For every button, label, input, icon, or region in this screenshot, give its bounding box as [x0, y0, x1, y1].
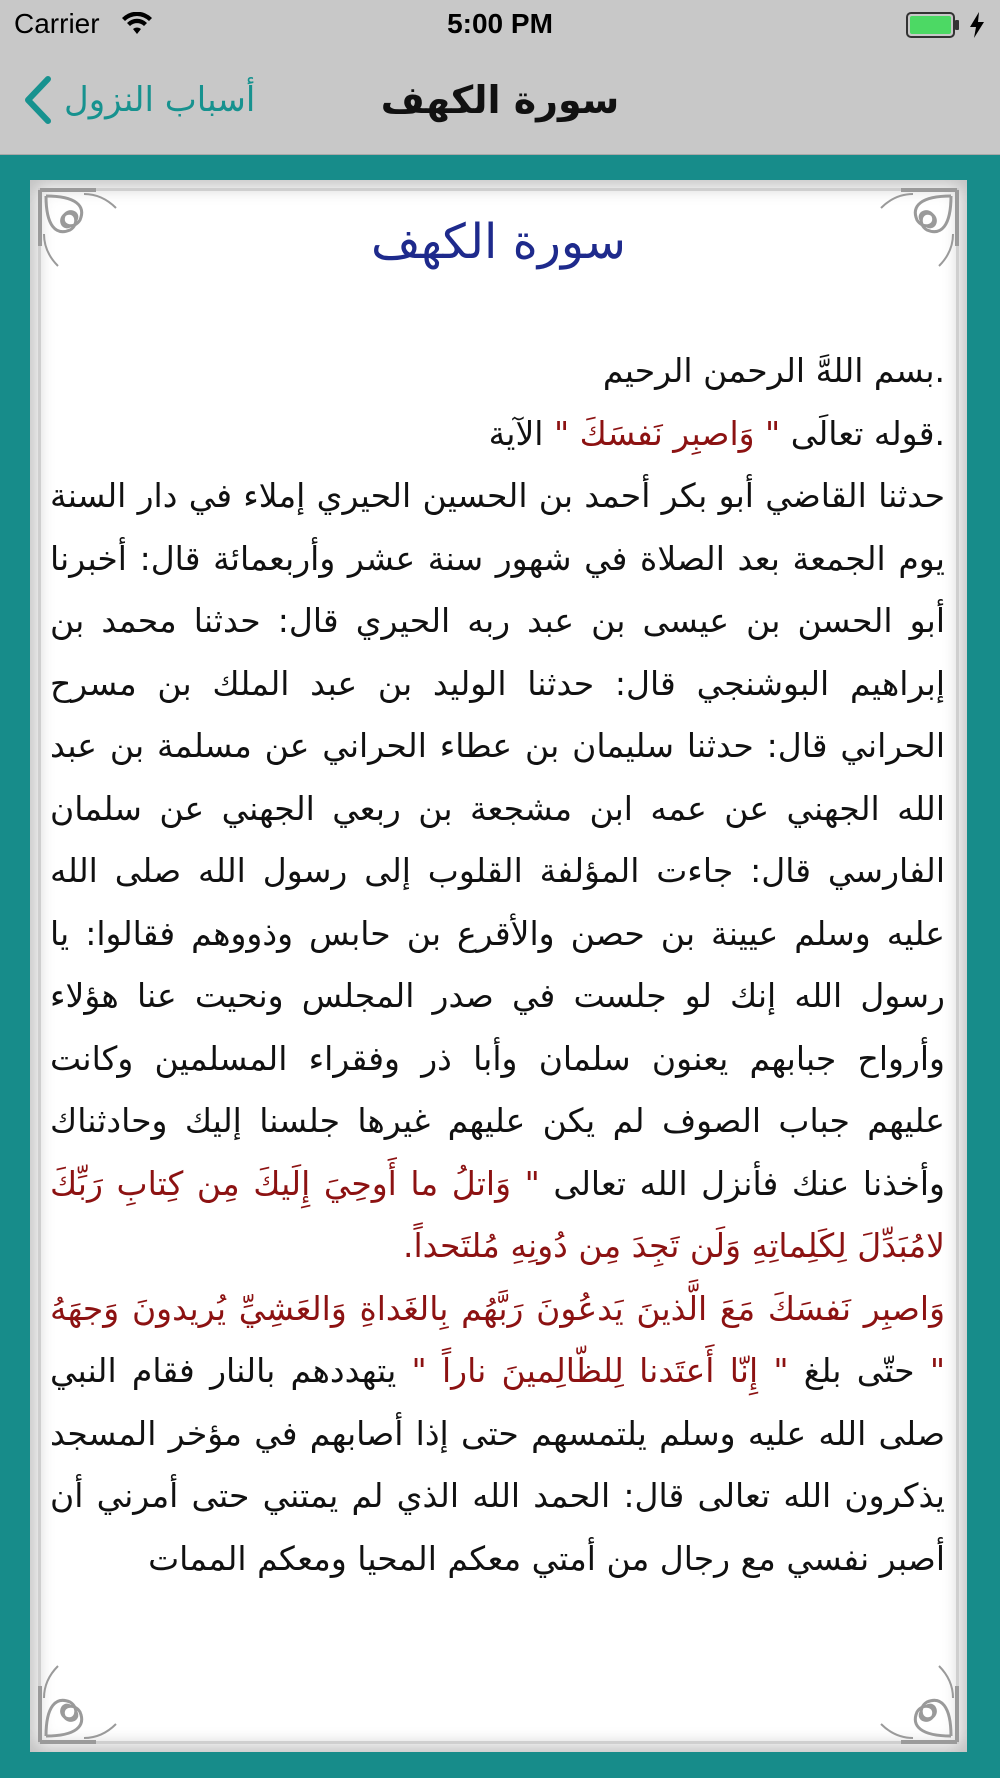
verse-quote: " وَاصبِر نَفسَكَ "	[553, 413, 781, 453]
navigation-bar	[0, 52, 1000, 155]
chevron-left-icon	[22, 75, 52, 125]
verse-quote: وَاصبِر نَفسَكَ مَعَ الَّذينَ يَدعُونَ رَبَّهُم بِالغَداةِ وَالعَشِيِّ يُريدونَ وَجهَهُ "	[50, 1288, 946, 1390]
back-button[interactable]	[22, 70, 255, 130]
narration-text: حدثنا القاضي أبو بكر أحمد بن الحسين الحيري إملاء في دار السنة يوم الجمعة بعد الصلاة في شهور سنة عشر وأربعمائة قال: أخبرنا أبو الحسن بن عيسى بن عبد ربه الحيري قال: حدثنا محمد بن إبراهيم البوشنجي قال: حدثنا الوليد بن عبد الملك بن مسرح الحراني قال: حدثنا سليمان بن عطاء الحراني عن مسلمة بن عبد الله الجهني عن عمه ابن مشجعة بن ربعي الجهني عن سلمان الفارسي قال: جاءت المؤلفة القلوب إلى رسول الله صلى الله عليه وسلم عيينة بن حصن والأقرع بن حابس وذووهم فقالوا: يا رسول الله إنك لو جلست في صدر المجلس ونحيت عنا هؤلاء وأرواح جبابهم يعنون سلمان وأبا ذر وفقراء المسلمين وكانت عليهم جباب الصوف لم يكن عليهم غيرها جلسنا إليك وحادثناك وأخذنا عنك	[50, 476, 945, 1203]
page-title: سورة الكهف	[380, 78, 620, 122]
hatta-balagha-text: حتّى بلغ	[803, 1351, 915, 1390]
al-aya-text: الآية	[488, 413, 544, 453]
charging-bolt-icon	[968, 12, 986, 38]
narration-paragraph	[50, 465, 945, 1278]
corner-ornament-icon	[875, 1660, 961, 1746]
narration-text: يتهددهم بالنار فقام النبي صلى الله عليه وسلم يلتمسهم حتى إذا أصابهم في مؤخر المسجد يذكرون الله تعالى قال: الحمد الله الذي لم يمتني حتى أمرني أن أصبر نفسي مع رجال من أمتي معكم المحيا ومعكم الممات	[50, 1351, 945, 1578]
fa-anzala-text: فأنزل الله تعالى	[553, 1163, 779, 1203]
verse-quote: " وَاتلُ ما أَوحِيَ إِلَيكَ مِن كِتابِ رَبِّكَ لامُبَدِّلَ لِكَلِماتِهِ وَلَن تَجِدَ مِن دُونِهِ مُلتَحداً.	[50, 1163, 945, 1265]
surah-heading: سورة الكهف	[371, 214, 626, 270]
basmala: .بسم اللهَّ الرحمن الرحيم	[602, 351, 945, 390]
verse-paragraph	[50, 1278, 945, 1591]
verse-intro-line	[50, 403, 945, 466]
back-button-label: أسباب النزول	[64, 80, 256, 120]
corner-ornament-icon	[36, 1660, 122, 1746]
text-body[interactable]	[50, 340, 945, 1590]
verse-quote: " إِنّا أَعتَدنا لِلظّالِمينَ ناراً "	[411, 1351, 789, 1390]
status-bar	[0, 0, 1000, 52]
carrier-label: Carrier	[14, 8, 100, 39]
qawluhu-text: .قوله تعالَى	[790, 413, 945, 453]
battery-icon	[906, 12, 960, 38]
content-card	[30, 180, 967, 1752]
status-time: 5:00 PM	[447, 8, 553, 39]
